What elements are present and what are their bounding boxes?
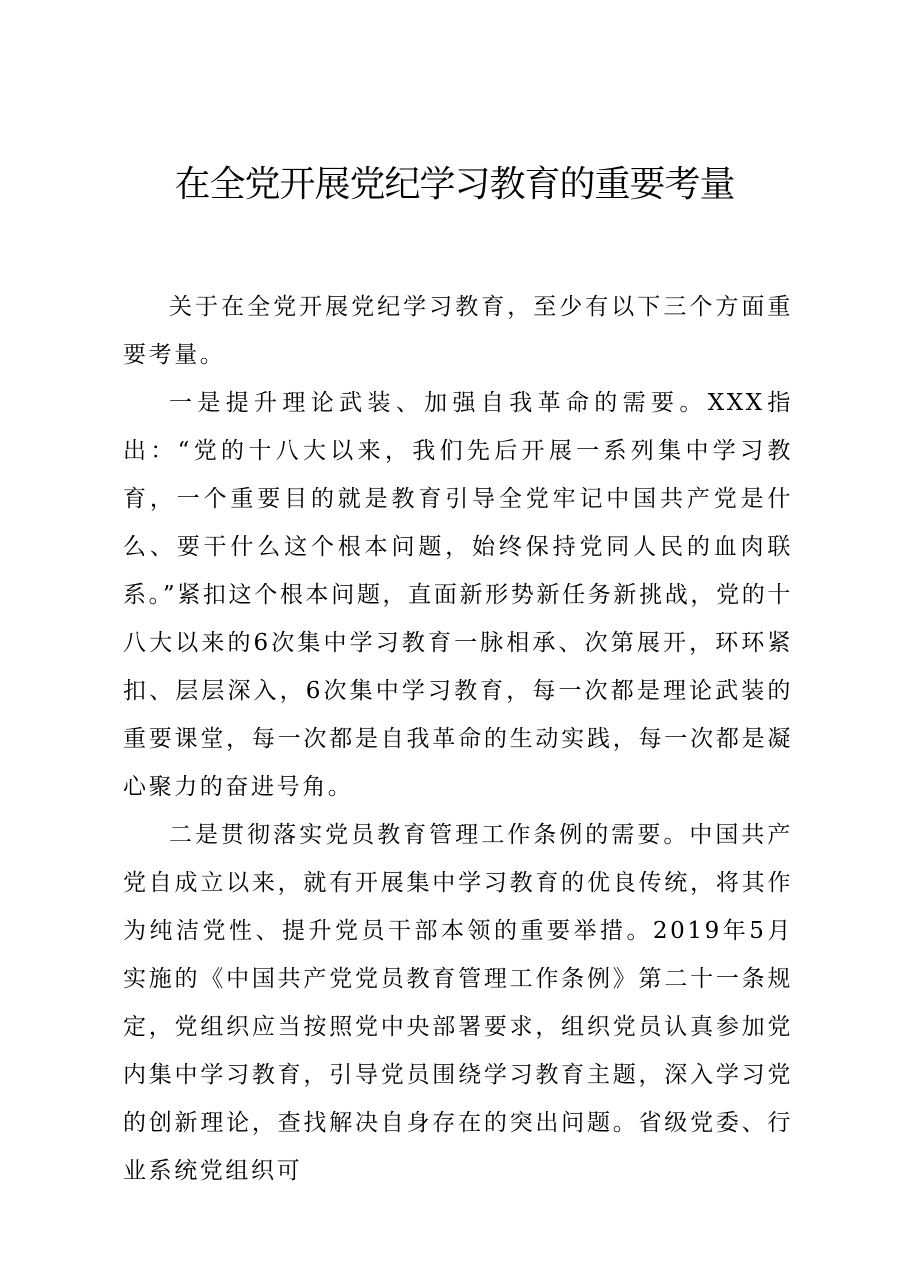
paragraph-point-two: 二是贯彻落实党员教育管理工作条例的需要。中国共产党自成立以来，就有开展集中学习教育的优良传统，将其作为纯洁党性、提升党员干部本领的重要举措。2019年5月实施的《中国共产党党员教育管理工作条例》第二十一条规定，党组织应当按照党中央部署要求，组织党员认真参加党内集中学习教育，引导党员围绕学习教育主题，深入学习党的创新理论，查找解决自身存在的突出问题。省级党委、行业系统党组织可 xyxy=(123,822,793,1184)
document-body xyxy=(123,283,793,1195)
paragraph-intro: 关于在全党开展党纪学习教育，至少有以下三个方面重要考量。 xyxy=(123,294,793,368)
document-title: 在全党开展党纪学习教育的重要考量 xyxy=(174,164,735,205)
paragraph-point-one: 一是提升理论武装、加强自我革命的需要。XXX指出：“党的十八大以来，我们先后开展一系列集中学习教育，一个重要目的就是教育引导全党牢记中国共产党是什么、要干什么这个根本问题，始终保持党同人民的血肉联系。”紧扣这个根本问题，直面新形势新任务新挑战，党的十八大以来的6次集中学习教育一脉相承、次第展开，环环紧扣、层层深入，6次集中学习教育，每一次都是理论武装的重要课堂，每一次都是自我革命的生动实践，每一次都是凝心聚力的奋进号角。 xyxy=(123,390,793,800)
